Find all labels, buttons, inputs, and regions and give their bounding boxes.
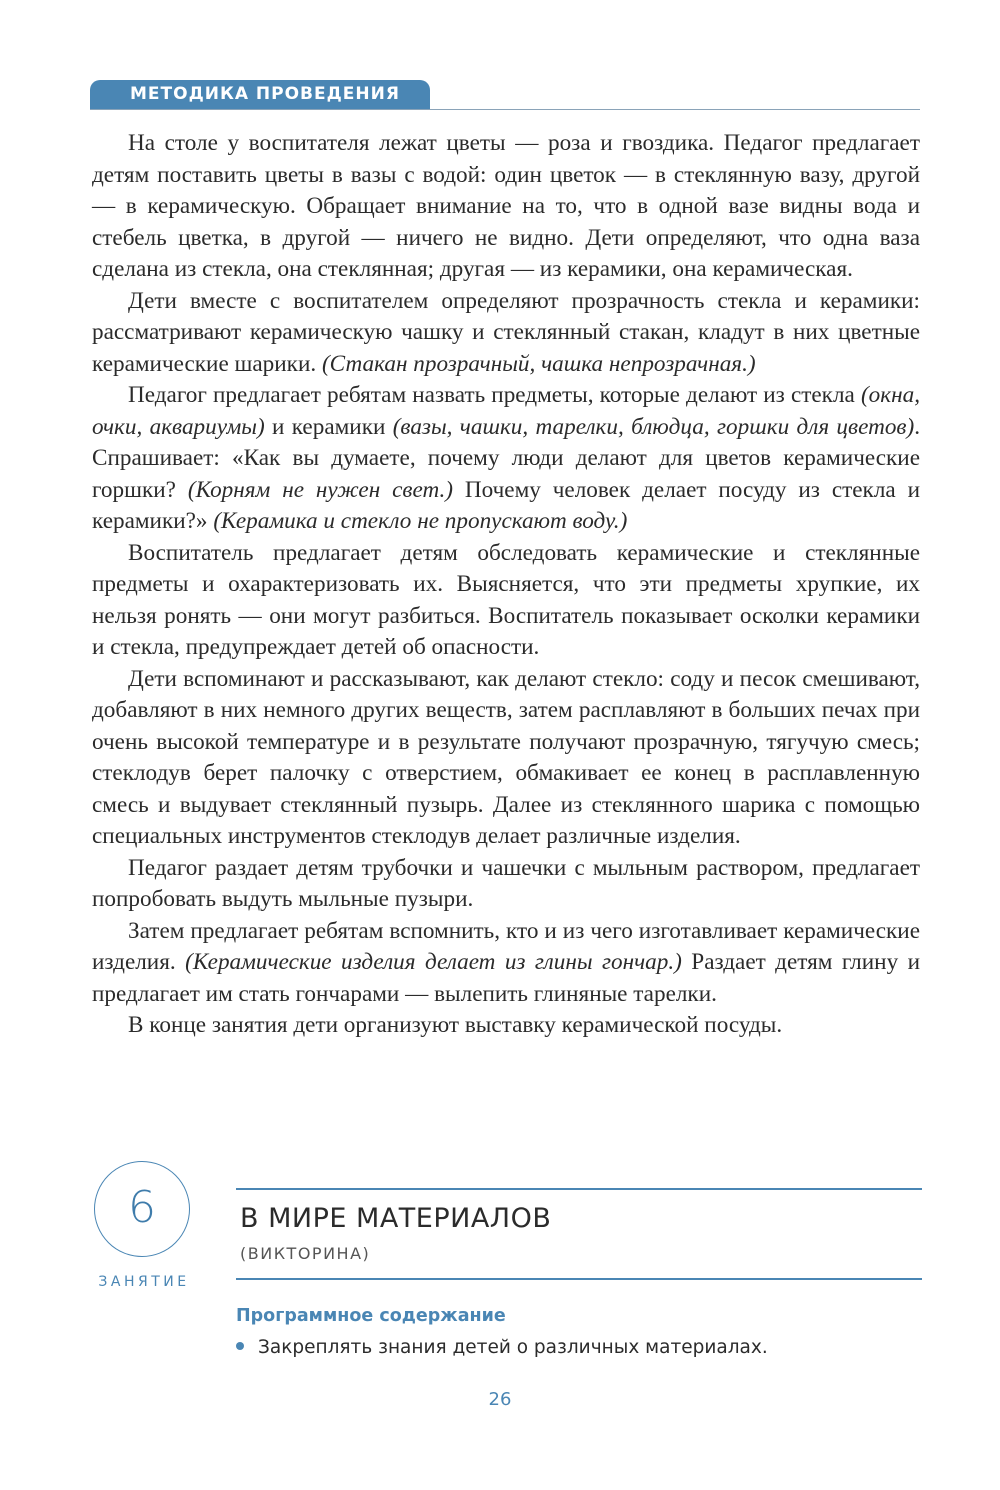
lesson-subtitle: (ВИКТОРИНА) xyxy=(240,1244,371,1263)
text-run: и керамики xyxy=(264,413,393,440)
program-content-heading: Программное содержание xyxy=(236,1306,506,1326)
paragraph xyxy=(92,286,920,381)
paragraph xyxy=(92,853,920,916)
text-run: . Спрашивает: «Как вы думаете, почему люди делают для цветов керамические горшки? xyxy=(92,413,921,503)
text-run: Почему человек делает посуду из стекла и керамики?» xyxy=(92,476,920,534)
lesson-title-rule-bottom xyxy=(236,1278,922,1280)
body-text xyxy=(92,128,920,1042)
italic-run: (вазы, чашки, тарелки, блюдца, горшки для цветов) xyxy=(392,413,915,440)
text-run: Педагог раздает детям трубочки и чашечки с мыльным раствором, предлагает попробовать выдуть мыльные пузыри. xyxy=(92,854,920,912)
paragraph xyxy=(92,128,920,286)
bullet-icon xyxy=(236,1342,244,1350)
text-run: Раздает детям глину и предлагает им стать гончарами — вылепить глиняные тарелки. xyxy=(92,949,920,1007)
italic-run: (Керамические изделия делает из глины гончар.) xyxy=(185,949,682,975)
section-tab-label: МЕТОДИКА ПРОВЕДЕНИЯ xyxy=(130,84,400,104)
lesson-number-circle xyxy=(94,1161,190,1257)
italic-run: (Стакан прозрачный, чашка непрозрачная.) xyxy=(321,350,756,377)
paragraph xyxy=(92,1010,920,1042)
text-run: Педагог предлагает ребятам назвать предметы, которые делают из стекла xyxy=(128,382,861,408)
lesson-title: В МИРЕ МАТЕРИАЛОВ xyxy=(240,1203,552,1234)
paragraph xyxy=(92,380,920,538)
section-tab xyxy=(90,80,430,110)
italic-run: (Керамика и стекло не пропускают воду.) xyxy=(213,508,628,534)
text-run: Воспитатель предлагает детям обследовать керамические и стеклянные предметы и охарактеризовать их. Выясняется, что эти предметы хрупкие, их нельзя ронять — они могут разбиться. Воспитатель показывает осколки керамики и стекла, предупреждает детей об опасности. xyxy=(92,539,920,660)
lesson-label: ЗАНЯТИЕ xyxy=(98,1274,190,1290)
page-number: 26 xyxy=(488,1389,512,1410)
lesson-number: 6 xyxy=(128,1182,156,1233)
bullet-text: Закреплять знания детей о различных материалах. xyxy=(258,1337,768,1358)
text-run: Затем предлагает ребятам вспомнить, кто и из чего изготавливает керамические изделия. xyxy=(92,917,920,975)
section-rule xyxy=(90,109,920,110)
text-run: Дети вспоминают и рассказывают, как делают стекло: соду и песок смешивают, добавляют в них немного других веществ, затем расплавляют в больших печах при очень высокой температуре и в результате получают прозрачную, тягучую смесь; стеклодув берет палочку с отверстием, обмакивает ее конец в расплавленную смесь и выдувает стеклянный пузырь. Далее из стеклянного шарика с помощью специальных инструментов стеклодув делает различные изделия. xyxy=(92,665,920,849)
paragraph xyxy=(92,664,920,853)
text-run: На столе у воспитателя лежат цветы — роза и гвоздика. Педагог предлагает детям поставить цветы в вазы с водой: один цветок — в стеклянную вазу, другой — в керамическую. Обращает внимание на то, что в одной вазе видны вода и стебель цветка, в другой — ничего не видно. Дети определяют, что одна ваза сделана из стекла, она стеклянная; другая — из керамики, она керамическая. xyxy=(92,130,920,282)
bullet-item xyxy=(236,1337,768,1358)
text-run: Дети вместе с воспитателем определяют прозрачность стекла и керамики: рассматривают керамическую чашку и стеклянный стакан, кладут в них цветные керамические шарики. xyxy=(92,287,920,377)
italic-run: (окна, очки, аквариумы) xyxy=(92,382,920,440)
text-run: В конце занятия дети организуют выставку керамической посуды. xyxy=(128,1012,783,1038)
italic-run: (Корням не нужен свет.) xyxy=(187,476,453,503)
paragraph xyxy=(92,538,920,664)
paragraph xyxy=(92,916,920,1011)
lesson-title-rule-top xyxy=(236,1188,922,1190)
